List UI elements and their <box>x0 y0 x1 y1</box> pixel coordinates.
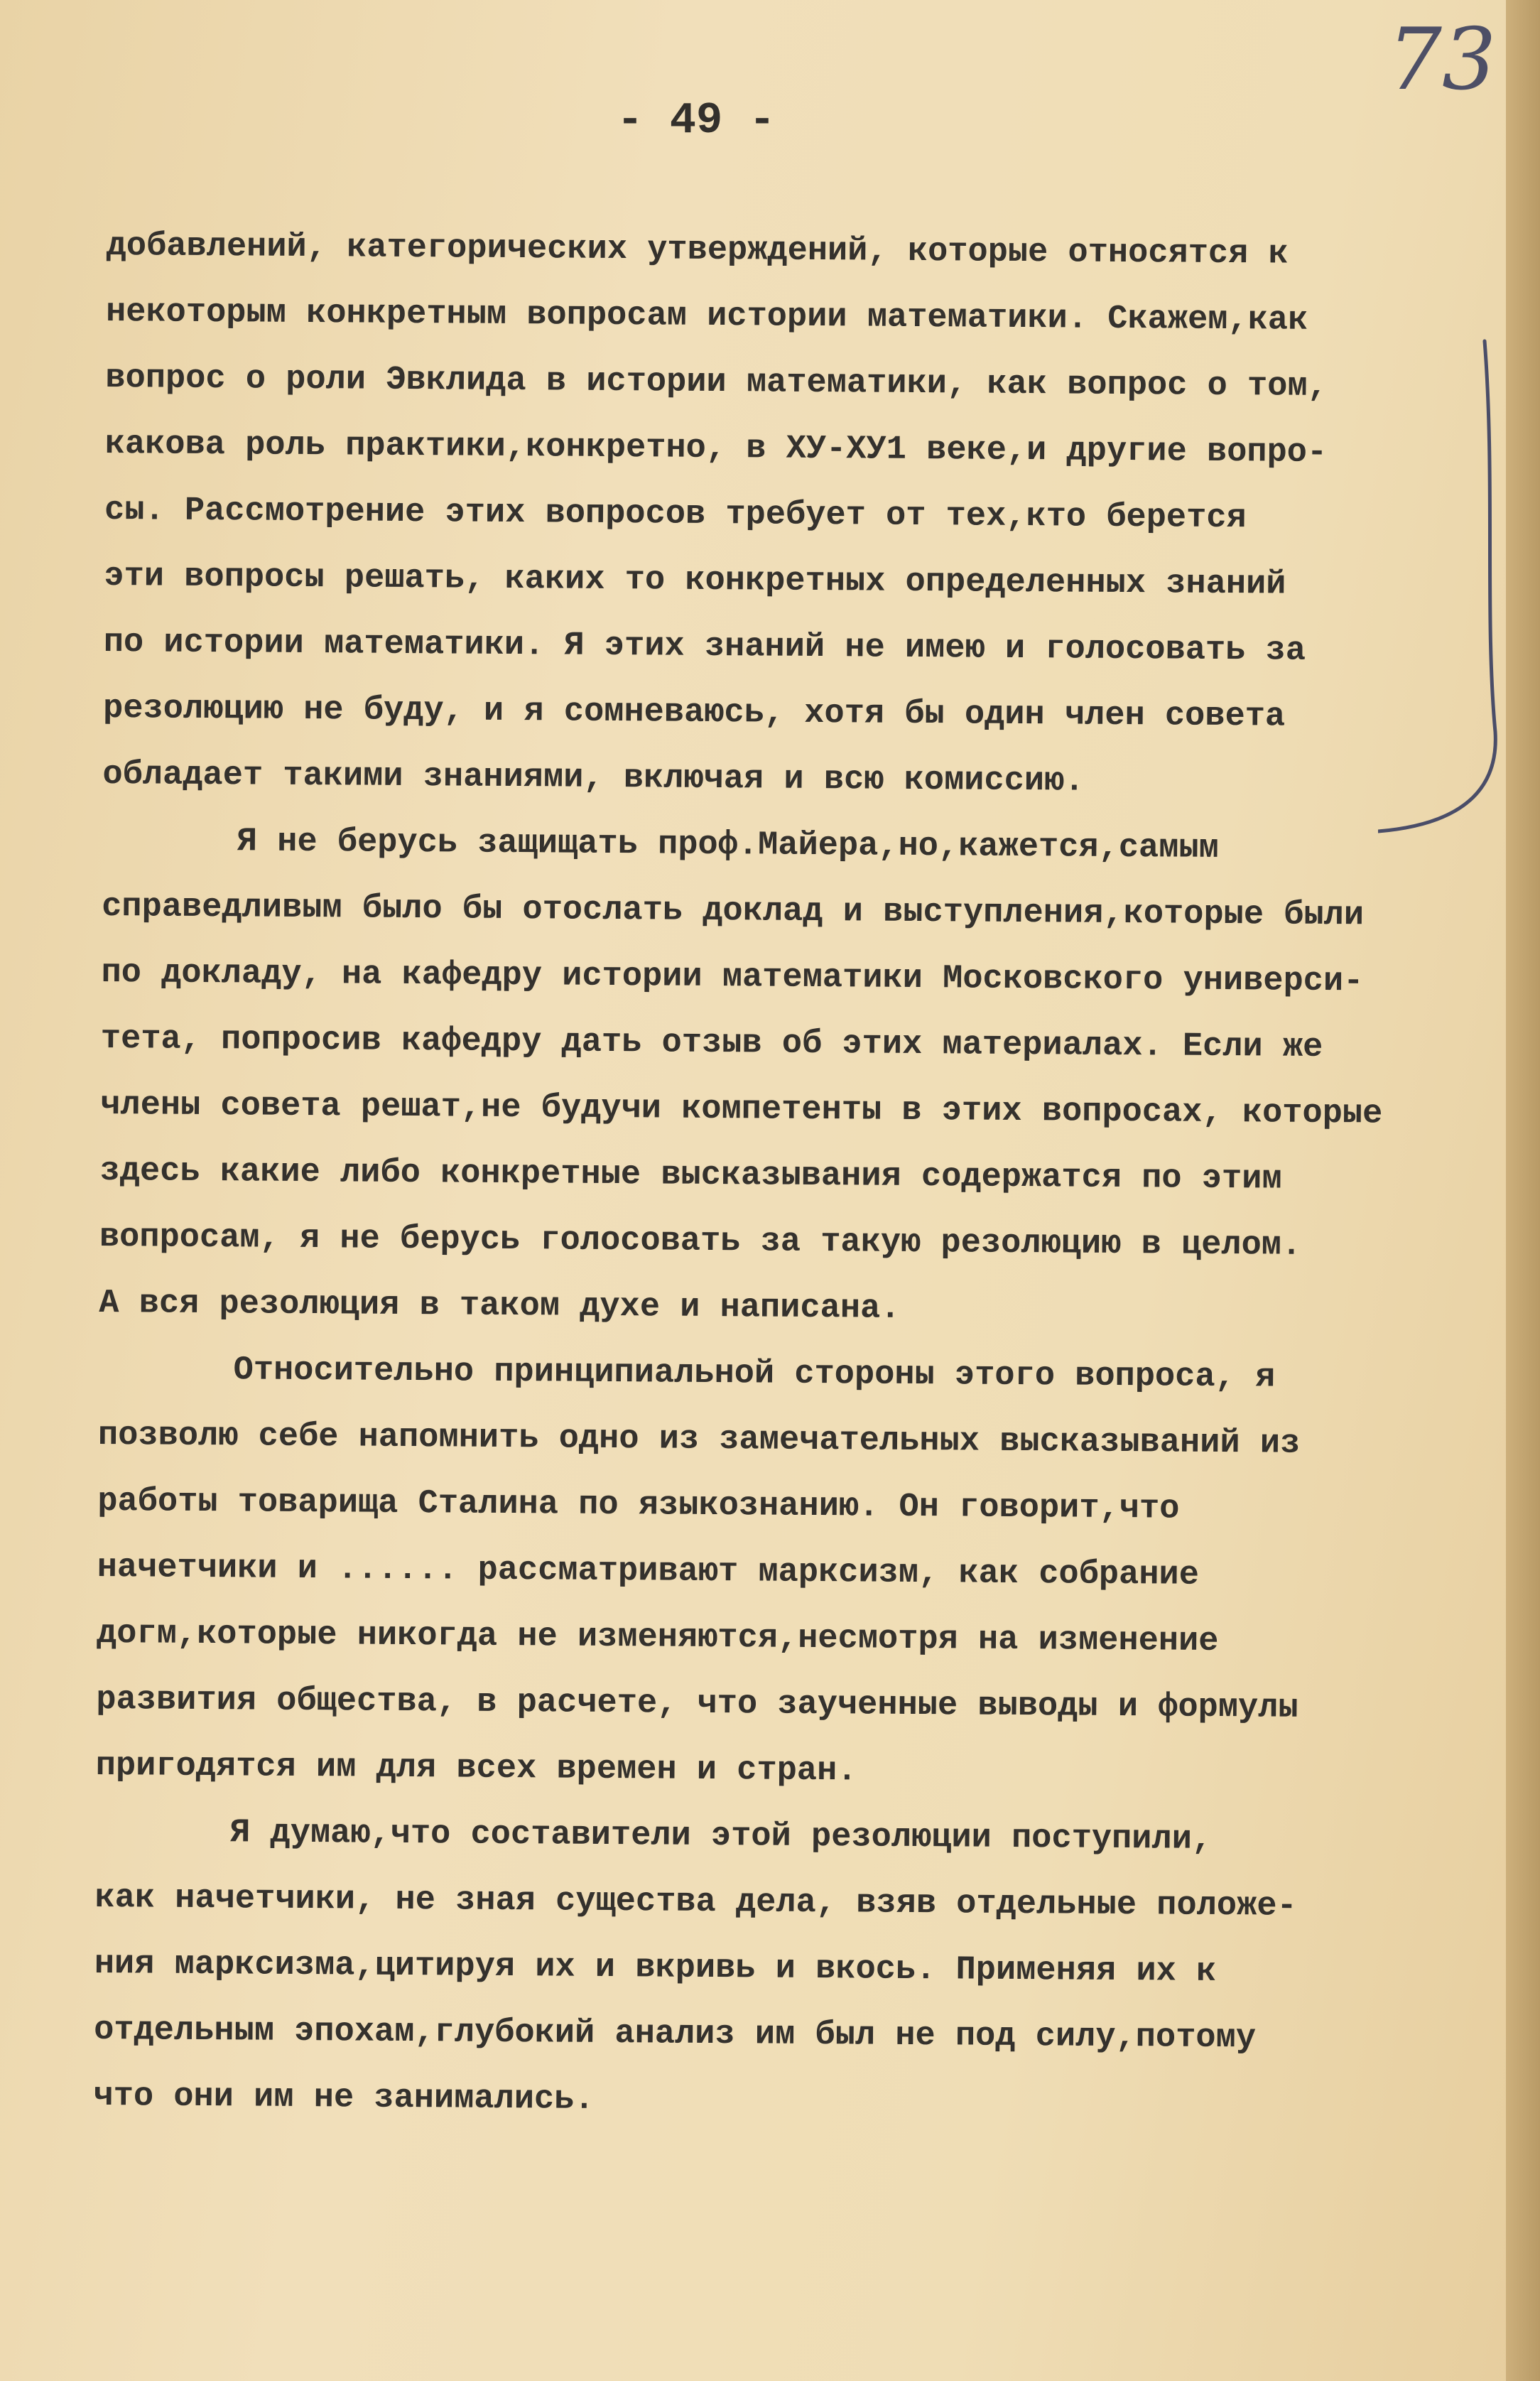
text-line: отдельным эпохам,глубокий анализ им был не под силу,потому <box>93 2011 1257 2058</box>
text-line: эти вопросы решать, каких то конкретных определенных знаний <box>104 557 1286 604</box>
document-body <box>93 213 1492 2139</box>
text-line: ния марксизма,цитируя их и вкривь и вкось. Применяя их к <box>94 1945 1217 1991</box>
text-line: члены совета решат,не будучи компетенты в этих вопросах, которые <box>100 1086 1383 1133</box>
paragraph-3 <box>95 1337 1483 1809</box>
text-line: развития общества, в расчете, что заученные выводы и формулы <box>96 1680 1298 1727</box>
text-line: вопрос о роли Эвклида в истории математики, как вопрос о том, <box>105 359 1328 406</box>
text-line: пригодятся им для всех времен и стран. <box>95 1746 857 1791</box>
text-line: как начетчики, не зная существа дела, взяв отдельные положе- <box>94 1879 1297 1926</box>
text-line: обладает такими знаниями, включая и всю комиссию. <box>102 755 1085 801</box>
text-line: позволю себе напомнить одно из замечательных высказываний из <box>97 1416 1301 1463</box>
text-line: по истории математики. Я этих знаний не имею и голосовать за <box>103 623 1306 670</box>
text-line: догм,которые никогда не изменяются,несмотря на изменение <box>96 1614 1219 1661</box>
text-line: Я думаю,что составители этой резолюции поступили, <box>229 1814 1213 1859</box>
page-number: - 49 - <box>617 95 776 146</box>
text-line: по докладу, на кафедру истории математики Московского универси- <box>101 954 1364 1001</box>
text-line: начетчики и ...... рассматривают марксизм, как собрание <box>97 1548 1200 1594</box>
text-line: тета, попросив кафедру дать отзыв об этих материалах. Если же <box>100 1020 1323 1067</box>
text-line: работы товарища Сталина по языкознанию. Он говорит,что <box>97 1482 1180 1528</box>
text-line: Я не берусь защищать проф.Майера,но,кажется,самым <box>237 823 1220 868</box>
text-line: здесь какие либо конкретные высказывания содержатся по этим <box>99 1152 1282 1199</box>
text-line: некоторым конкретным вопросам истории математики. Скажем,как <box>105 293 1308 340</box>
text-line: резолюцию не буду, и я сомневаюсь, хотя бы один член совета <box>102 689 1286 736</box>
text-line: сы. Рассмотрение этих вопросов требует от тех,кто берется <box>104 491 1247 538</box>
paragraph-2 <box>99 808 1487 1346</box>
text-line: добавлений, категорических утверждений, которые относятся к <box>106 227 1289 274</box>
paragraph-1 <box>102 213 1492 818</box>
text-line: что они им не занимались. <box>93 2077 595 2119</box>
text-line: вопросам, я не берусь голосовать за такую резолюцию в целом. <box>99 1218 1302 1265</box>
paragraph-4 <box>93 1799 1480 2139</box>
text-line: А вся резолюция в таком духе и написана. <box>99 1284 901 1328</box>
text-line: Относительно принципиальной стороны этого вопроса, я <box>233 1351 1276 1397</box>
text-line: какова роль практики,конкретно, в ХУ-ХУ1 веке,и другие вопро- <box>104 425 1328 473</box>
text-line: справедливым было бы отослать доклад и выступления,которые были <box>101 887 1365 935</box>
page-edge-strip <box>1506 0 1540 2381</box>
archive-folio-number: 73 <box>1387 11 1497 109</box>
